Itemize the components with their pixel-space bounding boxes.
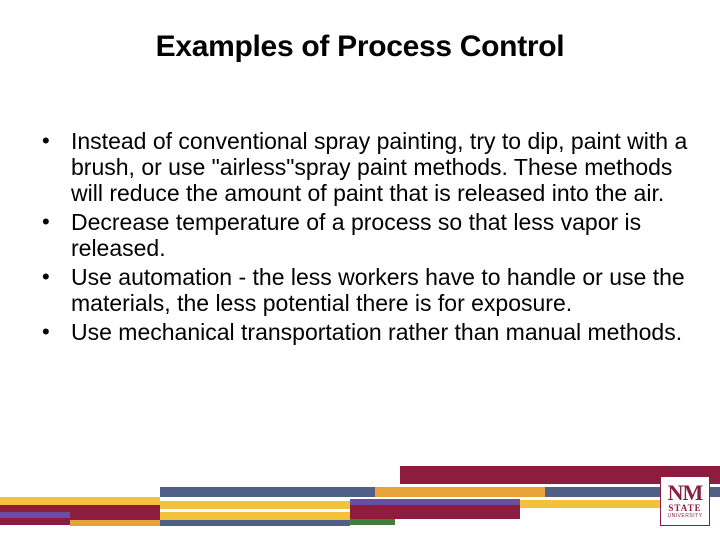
bullet-text: Decrease temperature of a process so that less vapor is released. <box>71 209 642 261</box>
logo-university-text: UNIVERSITY <box>667 513 703 519</box>
logo-state-text: STATE <box>668 503 702 513</box>
bullet-icon: • <box>42 209 50 234</box>
band-gold-left <box>0 497 160 505</box>
bullet-icon: • <box>42 264 50 289</box>
band-gold-right <box>520 500 660 508</box>
bullet-icon: • <box>42 128 50 153</box>
band-orange-top <box>375 487 545 497</box>
nmsu-logo <box>660 476 710 526</box>
band-gold-lower <box>160 512 350 520</box>
bullet-item <box>42 319 692 345</box>
bullet-list <box>42 128 692 348</box>
bullet-text: Use mechanical transportation rather than manual methods. <box>71 319 683 345</box>
slide-title: Examples of Process Control <box>155 30 565 63</box>
band-orange-lower <box>70 520 160 526</box>
band-slate-top <box>160 487 375 497</box>
bullet-item <box>42 128 692 206</box>
logo-nm-text: NM <box>667 480 703 505</box>
band-green-lower <box>350 519 395 525</box>
band-gold-center <box>160 501 350 509</box>
bullet-text: Use automation - the less workers have to handle or use the materials, the less potential there is for exposure. <box>71 264 685 316</box>
band-purple-left <box>0 512 70 518</box>
bullet-item <box>42 264 692 316</box>
band-maroon-lower <box>350 505 520 519</box>
bullet-icon: • <box>42 319 50 344</box>
bullet-text: Instead of conventional spray painting, try to dip, paint with a brush, or use "airless"spray paint methods. These methods will reduce the amount of paint that is released into the air. <box>71 128 688 206</box>
band-slate-lower <box>160 520 350 526</box>
bullet-item <box>42 209 692 261</box>
